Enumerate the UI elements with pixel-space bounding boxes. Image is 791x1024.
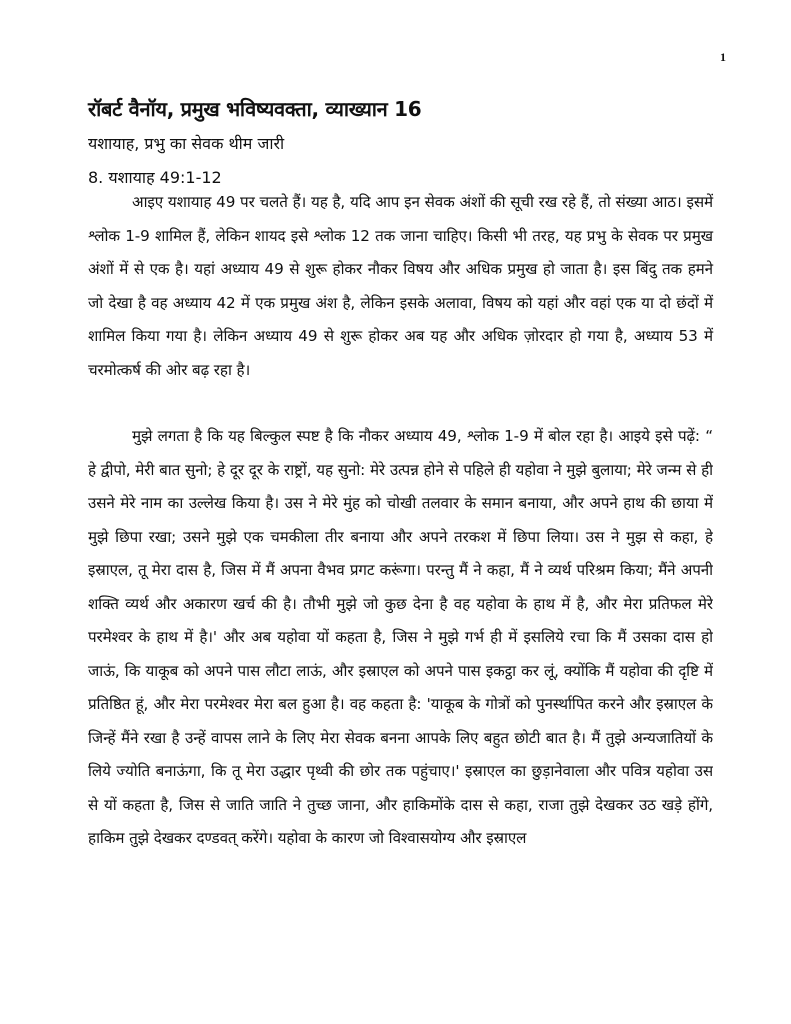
section-heading: 8. यशायाह 49:1-12 [88, 168, 222, 187]
page-number: 1 [720, 50, 726, 64]
paragraph-2: मुझे लगता है कि यह बिल्कुल स्पष्ट है कि नौकर अध्याय 49, श्लोक 1-9 में बोल रहा है। आइये इसे पढ़ें: “ हे द्वीपो, मेरी बात सुनो; हे दूर दूर के राष्ट्रों, यह सुनो: मेरे उत्पन्न होने से पहिले ही यहोवा ने मुझे बुलाया; मेरे जन्म से ही उसने मेरे नाम का उल्लेख किया है। उस ने मेरे मुंह को चोखी तलवार के समान बनाया, और अपने हाथ की छाया में मुझे छिपा रखा; उसने मुझे एक चमकीला तीर बनाया और अपने तरकश में छिपा लिया। उस ने मुझ से कहा, हे इस्राएल, तू मेरा दास है, जिस में मैं अपना वैभव प्रगट करूंगा। परन्तु मैं ने कहा, मैं ने व्यर्थ परिश्रम किया; मैंने अपनी शक्ति व्यर्थ और अकारण खर्च की है। तौभी मुझे जो कुछ देना है वह यहोवा के हाथ में है, और मेरा प्रतिफल मेरे परमेश्वर के हाथ में है।' और अब यहोवा यों कहता है, जिस ने मुझे गर्भ ही में इसलिये रचा कि मैं उसका दास हो जाऊं, कि याकूब को अपने पास लौटा लाऊं, और इस्राएल को अपने पास इकट्ठा कर लूं, क्योंकि मैं यहोवा की दृष्टि में प्रतिष्ठित हूं, और मेरा परमेश्वर मेरा बल हुआ है। वह कहता है: 'याकूब के गोत्रों को पुनर्स्थापित करने और इस्राएल के जिन्हें मैंने रखा है उन्हें वापस लाने के लिए मेरा सेवक बनना आपके लिए बहुत छोटी बात है। मैं तुझे अन्यजातियों के लिये ज्योति बनाऊंगा, कि तू मेरा उद्धार पृथ्वी की छोर तक पहुंचाए।' इस्राएल का छुड़ानेवाला और पवित्र यहोवा उस से यों कहता है, जिस से जाति जाति ने तुच्छ जाना, और हाकिमोंके दास से कहा, राजा तुझे देखकर उठ खड़े होंगे, हाकिम तुझे देखकर दण्डवत् करेंगे। यहोवा के कारण जो विश्वासयोग्य और इस्राएल [88, 427, 713, 847]
lecture-title: रॉबर्ट वैनॉय, प्रमुख भविष्यवक्ता, व्याख्यान 16 [88, 97, 422, 121]
paragraph-1: आइए यशायाह 49 पर चलते हैं। यह है, यदि आप इन सेवक अंशों की सूची रख रहे हैं, तो संख्या आठ। इसमें श्लोक 1-9 शामिल हैं, लेकिन शायद इसे श्लोक 12 तक जाना चाहिए। किसी भी तरह, यह प्रभु के सेवक पर प्रमुख अंशों में से एक है। यहां अध्याय 49 से शुरू होकर नौकर विषय और अधिक प्रमुख हो जाता है। इस बिंदु तक हमने जो देखा है वह अध्याय 42 में एक प्रमुख अंश है, लेकिन इसके अलावा, विषय को यहां और वहां एक या दो छंदों में शामिल किया गया है। लेकिन अध्याय 49 से शुरू होकर अब यह और अधिक ज़ोरदार हो गया है, अध्याय 53 में चरमोत्कर्ष की ओर बढ़ रहा है। [88, 193, 713, 379]
lecture-subtitle: यशायाह, प्रभु का सेवक थीम जारी [88, 134, 285, 153]
